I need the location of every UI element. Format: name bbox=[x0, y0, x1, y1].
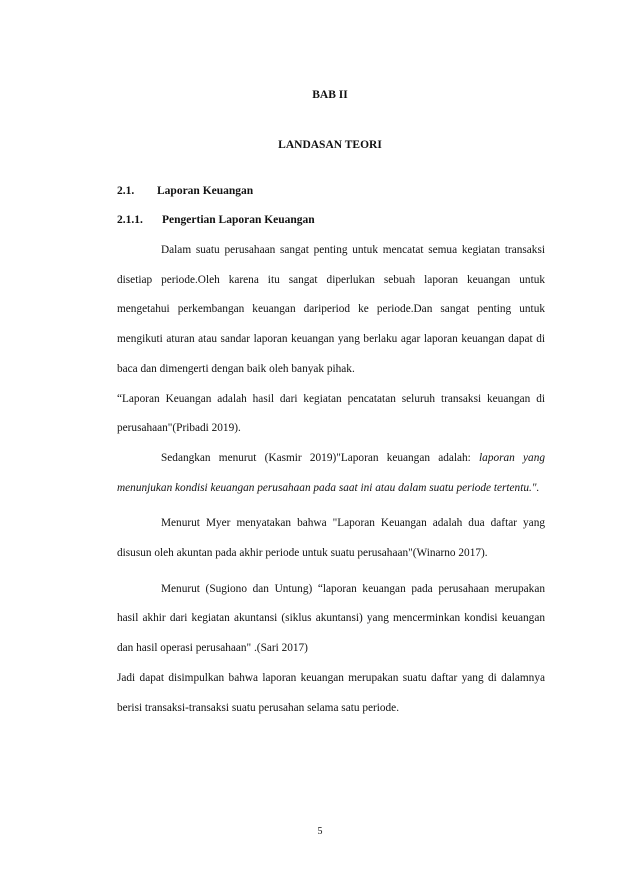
paragraph-3-italic-quote: laporan yang menunjukan kondisi keuangan perusahaan pada saat ini atau dalam suatu periode tertentu.". bbox=[117, 451, 546, 494]
paragraph-3-text: Sedangkan menurut (Kasmir 2019)"Laporan keuangan adalah: bbox=[161, 451, 480, 464]
subsection-number: 2.1.1. bbox=[117, 214, 143, 226]
paragraph-6: Jadi dapat disimpulkan bahwa laporan keuangan merupakan suatu daftar yang di dalamnya berisi transaksi-transaksi suatu perusahan selama satu periode. bbox=[117, 671, 545, 714]
page-number: 5 bbox=[317, 826, 323, 837]
section-title: Laporan Keuangan bbox=[157, 185, 254, 197]
section-number: 2.1. bbox=[117, 185, 135, 197]
body-text bbox=[117, 236, 545, 723]
paragraph-4: Menurut Myer menyatakan bahwa "Laporan Keuangan adalah dua daftar yang disusun oleh akuntan pada akhir periode untuk suatu perusahaan"(Winarno 2017). bbox=[117, 517, 545, 560]
paragraph-1: Dalam suatu perusahaan sangat penting untuk mencatat semua kegiatan transaksi disetiap periode.Oleh karena itu sangat diperlukan sebuah laporan keuangan untuk mengetahui perkembangan keuangan dariperiod ke periode.Dan sangat penting untuk mengikuti aturan atau sandar laporan keuangan yang berlaku agar laporan keuangan dapat di baca dan dimengerti dengan baik oleh banyak pihak. bbox=[117, 244, 545, 375]
paragraph-5: Menurut (Sugiono dan Untung) “laporan keuangan pada perusahaan merupakan hasil akhir dari kegiatan akuntansi (siklus akuntansi) yang mencerminkan kondisi keuangan dan hasil operasi perusahaan" .(Sari 2017) bbox=[117, 582, 545, 655]
paragraph-3 bbox=[117, 444, 545, 503]
paragraph-2: “Laporan Keuangan adalah hasil dari kegiatan pencatatan seluruh transaksi keuangan di perusahaan"(Pribadi 2019). bbox=[117, 392, 545, 435]
subsection-title: Pengertian Laporan Keuangan bbox=[162, 214, 315, 226]
subsection-heading bbox=[117, 214, 315, 226]
section-heading bbox=[117, 185, 253, 197]
chapter-title: LANDASAN TEORI bbox=[278, 139, 382, 151]
chapter-heading: BAB II bbox=[312, 89, 348, 101]
